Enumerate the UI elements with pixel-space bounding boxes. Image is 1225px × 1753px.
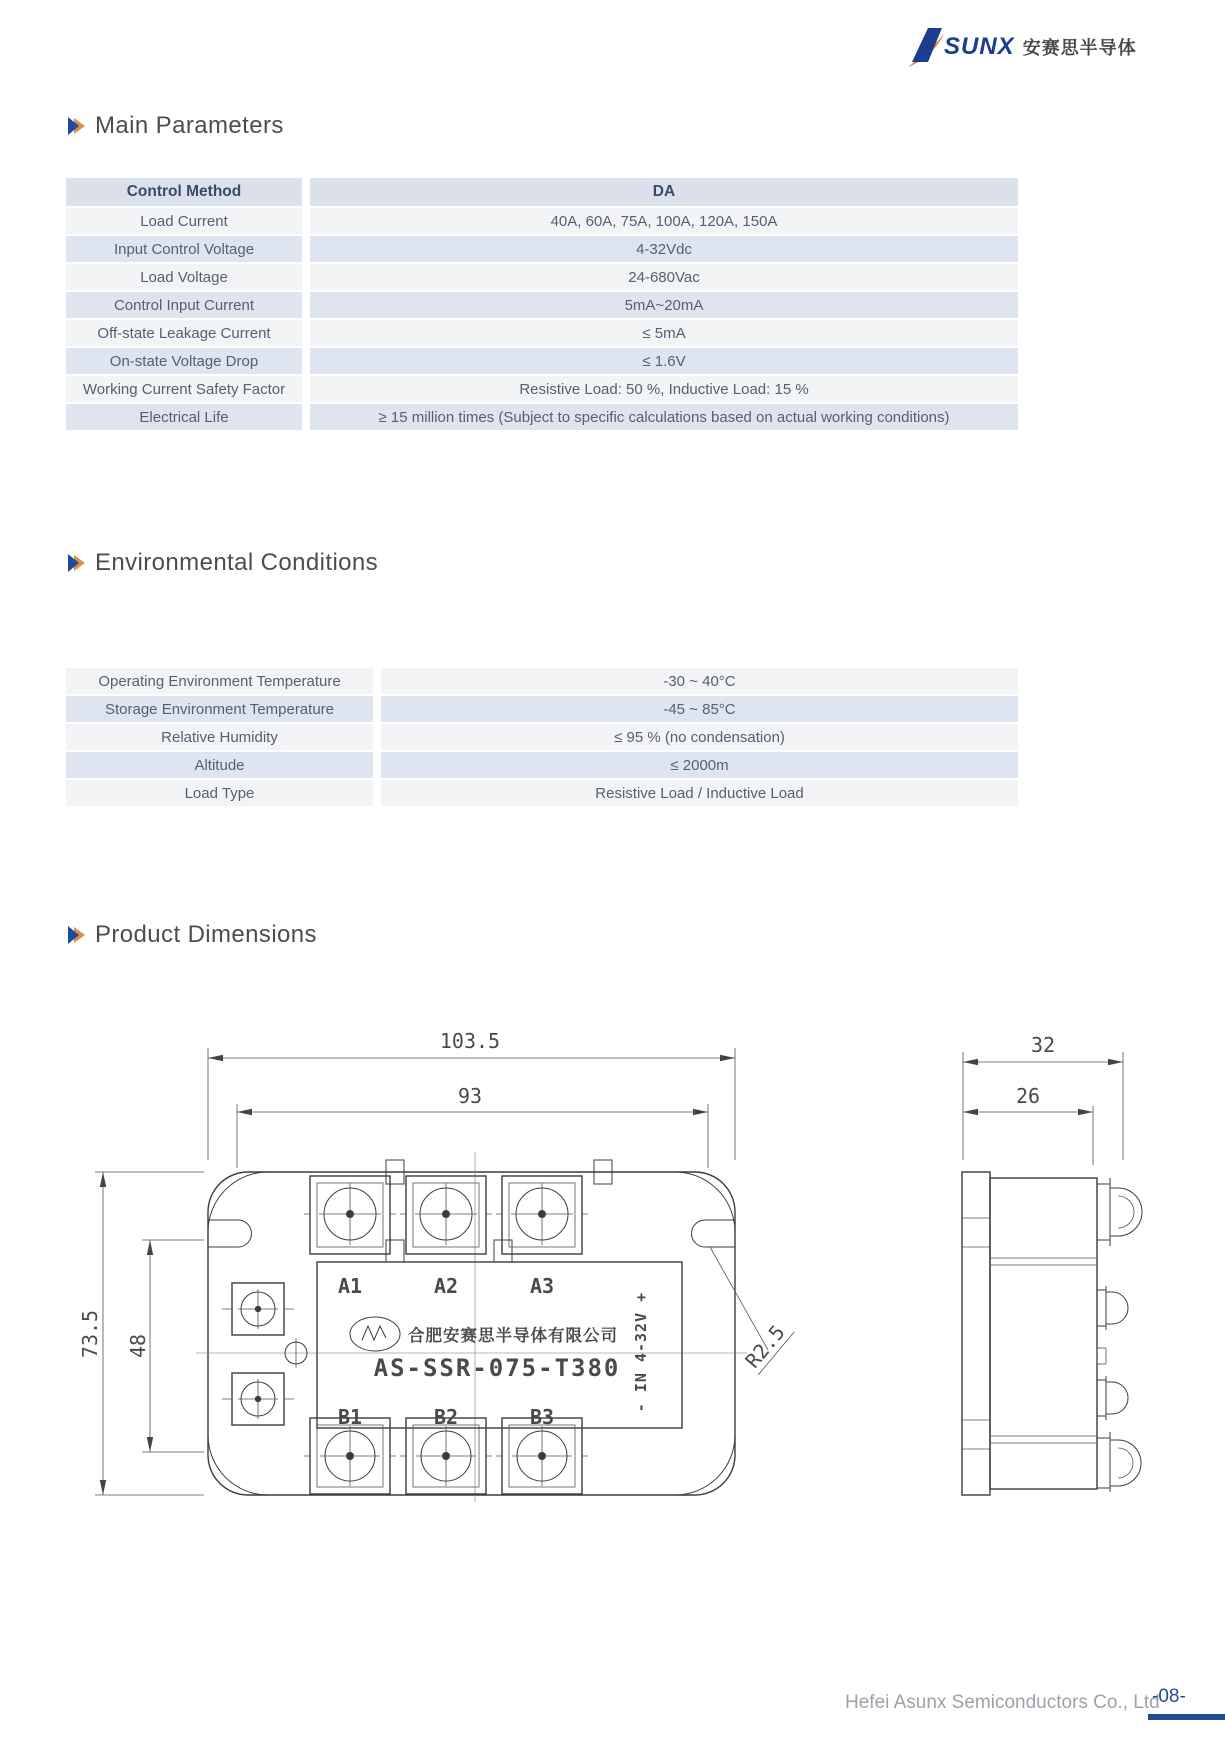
- side-view: [962, 1033, 1142, 1495]
- front-height-outer-label: 73.5: [78, 1309, 102, 1359]
- env-value: -30 ~ 40°C: [381, 668, 1018, 694]
- side-body: [990, 1178, 1097, 1489]
- param-value: 5mA~20mA: [310, 292, 1018, 318]
- env-label: Relative Humidity: [66, 724, 373, 750]
- table-row: [66, 236, 1018, 262]
- footer-page-number: -08-: [1152, 1686, 1186, 1707]
- param-label: Load Voltage: [66, 264, 302, 290]
- logo-a-shape: [912, 28, 942, 62]
- side-terminal-bumps: [1097, 1178, 1142, 1492]
- plate-company-cn: 合肥安赛思半导体有限公司: [408, 1326, 618, 1345]
- environmental-conditions-table: [66, 668, 1018, 806]
- env-label: Load Type: [66, 780, 373, 806]
- table-row: [66, 348, 1018, 374]
- table-row: [66, 178, 1018, 206]
- param-label: Working Current Safety Factor: [66, 376, 302, 402]
- mounting-slot-right: [692, 1220, 736, 1247]
- plate-input-marking: - IN 4-32V +: [632, 1291, 650, 1413]
- terminal-label-b3: B3: [529, 1405, 555, 1429]
- terminal-label-a2: A2: [433, 1274, 459, 1298]
- env-label: Operating Environment Temperature: [66, 668, 373, 694]
- main-parameters-heading: [66, 112, 284, 140]
- asunx-logo: [898, 24, 1137, 70]
- env-value: -45 ~ 85°C: [381, 696, 1018, 722]
- param-label: Off-state Leakage Current: [66, 320, 302, 346]
- front-width-outer-label: 103.5: [439, 1029, 501, 1053]
- param-value: 40A, 60A, 75A, 100A, 120A, 150A: [310, 208, 1018, 234]
- env-label: Storage Environment Temperature: [66, 696, 373, 722]
- param-label: Control Input Current: [66, 292, 302, 318]
- terminal-label-b1: B1: [337, 1405, 363, 1429]
- section-title: Environmental Conditions: [95, 549, 379, 576]
- env-value: Resistive Load / Inductive Load: [381, 780, 1018, 806]
- env-value: ≤ 95 % (no condensation): [381, 724, 1018, 750]
- terminal-screws-bottom: [304, 1418, 588, 1494]
- terminal-label-a1: A1: [337, 1274, 363, 1298]
- front-height-inner-label: 48: [126, 1333, 150, 1359]
- param-value: 24-680Vac: [310, 264, 1018, 290]
- param-label: On-state Voltage Drop: [66, 348, 302, 374]
- env-label: Altitude: [66, 752, 373, 778]
- side-depth-inner-label: 26: [1015, 1084, 1041, 1108]
- logo-brand-text: SUNX: [944, 33, 1015, 60]
- label-plate: [317, 1262, 682, 1429]
- plate-logo-icon: [350, 1317, 400, 1351]
- param-value: ≥ 15 million times (Subject to specific calculations based on actual working conditions): [310, 404, 1018, 430]
- plate-model-number: AS-SSR-075-T380: [373, 1354, 621, 1382]
- main-parameters-table: [66, 178, 1018, 430]
- param-value: Resistive Load: 50 %, Inductive Load: 15 %: [310, 376, 1018, 402]
- product-dimensions-heading: [66, 921, 317, 949]
- table-row: [66, 320, 1018, 346]
- side-base-plate: [962, 1172, 990, 1495]
- input-terminal-screws: [222, 1283, 294, 1425]
- param-label: Electrical Life: [66, 404, 302, 430]
- side-depth-outer-label: 32: [1030, 1033, 1056, 1057]
- param-header-value: DA: [310, 178, 1018, 206]
- section-chevron-icon: [66, 115, 88, 137]
- section-title: Product Dimensions: [95, 921, 317, 948]
- footer-company-name: Hefei Asunx Semiconductors Co., Ltd: [845, 1692, 1160, 1713]
- terminal-label-b2: B2: [433, 1405, 459, 1429]
- section-chevron-icon: [66, 924, 88, 946]
- param-value: 4-32Vdc: [310, 236, 1018, 262]
- front-view: [78, 1029, 794, 1502]
- section-chevron-icon: [66, 552, 88, 574]
- param-value: ≤ 5mA: [310, 320, 1018, 346]
- table-row: [66, 696, 1018, 722]
- table-row: [66, 668, 1018, 694]
- table-row: [66, 264, 1018, 290]
- dimension-drawing: [0, 1020, 1225, 1535]
- terminal-screws-top: [304, 1176, 588, 1254]
- logo-brand-cn-text: 安赛思半导体: [1022, 38, 1137, 58]
- corner-radius-label: R2.5: [740, 1320, 790, 1373]
- environmental-conditions-heading: [66, 549, 378, 577]
- table-row: [66, 208, 1018, 234]
- param-value: ≤ 1.6V: [310, 348, 1018, 374]
- param-header-label: Control Method: [66, 178, 302, 206]
- table-row: [66, 376, 1018, 402]
- terminal-label-a3: A3: [529, 1274, 555, 1298]
- table-row: [66, 752, 1018, 778]
- param-label: Input Control Voltage: [66, 236, 302, 262]
- table-row: [66, 292, 1018, 318]
- env-value: ≤ 2000m: [381, 752, 1018, 778]
- front-width-inner-label: 93: [457, 1084, 483, 1108]
- footer-accent-bar: [1148, 1714, 1225, 1720]
- section-title: Main Parameters: [95, 112, 284, 139]
- param-label: Load Current: [66, 208, 302, 234]
- table-row: [66, 780, 1018, 806]
- table-row: [66, 404, 1018, 430]
- radius-callout: [710, 1247, 794, 1375]
- mounting-slot-left: [208, 1220, 252, 1247]
- table-row: [66, 724, 1018, 750]
- asunx-logo-a-icon: [898, 24, 950, 70]
